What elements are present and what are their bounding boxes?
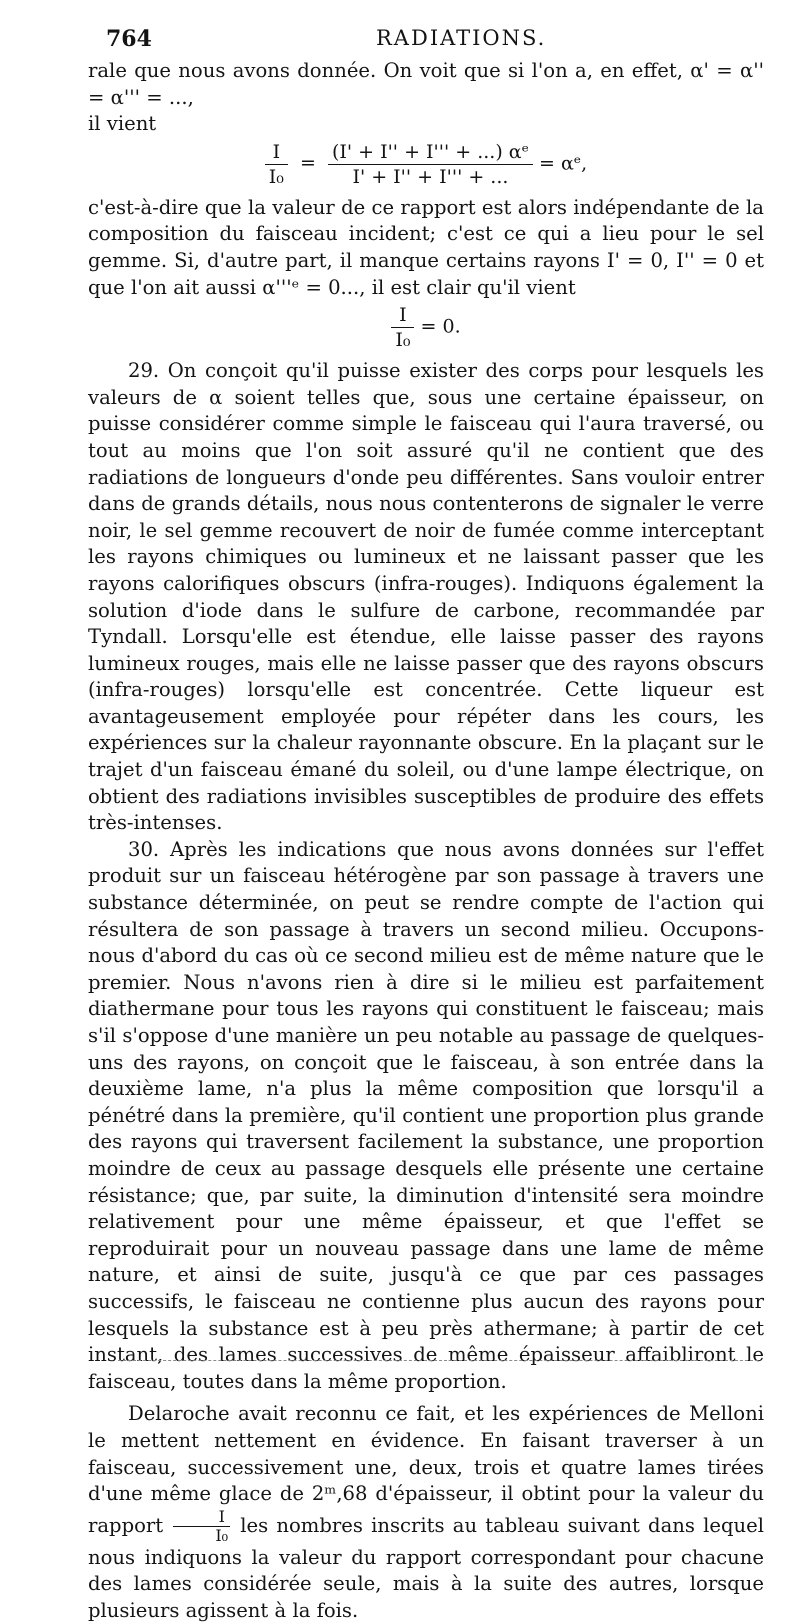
page-footer-rule [118, 1360, 758, 1361]
ratio-fraction [265, 140, 288, 189]
sum-denominator: I' + I'' + I''' + ... [352, 165, 509, 188]
continued-paragraph-line: rale que nous avons donnée. On voit que si l'on a, en effet, α' = α'' = α''' = ..., [88, 59, 764, 109]
paragraph-delaroche [88, 1401, 764, 1624]
inline-ratio-denominator: I₀ [215, 1525, 229, 1545]
zero-ratio-numerator: I [391, 303, 414, 328]
continued-paragraph-line: il vient [88, 112, 157, 136]
inline-ratio-fraction [173, 1508, 230, 1545]
composition-ratio-formula [88, 140, 764, 189]
sum-fraction [328, 140, 533, 189]
equals-sign: = [299, 152, 316, 175]
formula-result: = αᵉ, [539, 152, 588, 175]
running-head: RADIATIONS. [376, 26, 547, 50]
delaroche-text-after: les nombres inscrits au tableau suivant dans lequel nous indiquons la valeur du rapport correspondant pour chacune des lames considérée seule, mais à la suite des autres, lorsque plusieurs agissent à la fois. [88, 1513, 764, 1622]
ratio-denominator: I₀ [268, 165, 284, 188]
ratio-numerator: I [265, 140, 288, 165]
delaroche-text-before: Delaroche avait reconnu ce fait, et les expériences de Melloni le mettent nettement en évidence. En faisant traverser à un faisceau, successivement une, deux, trois et quatre lames tirées d'une même glace de 2ᵐ,68 d'épaisseur, il obtint pour la valeur du rapport [88, 1402, 764, 1537]
zero-ratio-formula [88, 303, 764, 352]
paragraph-after-formula: c'est-à-dire que la valeur de ce rapport est alors indépendante de la composition du faisceau incident; c'est ce qui a lieu pour le sel gemme. Si, d'autre part, il manque certains rayons I' = 0, I'' = 0 et que l'on ait aussi α'''ᵉ = 0..., il est clair qu'il vient [88, 195, 764, 299]
page-body [88, 58, 764, 1624]
page-header [106, 26, 766, 56]
zero-ratio-fraction [391, 303, 414, 352]
zero-ratio-denominator: I₀ [395, 329, 411, 352]
sum-numerator: (I' + I'' + I''' + ...) αᵉ [328, 140, 533, 165]
paragraph-30: 30. Après les indications que nous avons données sur l'effet produit sur un faisceau hétérogène par son passage à travers une substance déterminée, on peut se rendre compte de l'action qui résultera de son passage à travers un second milieu. Occupons-nous d'abord du cas où ce second milieu est de même nature que le premier. Nous n'avons rien à dire si le milieu est parfaitement diathermane pour tous les rayons qui constituent le faisceau; mais s'il s'oppose d'une manière un peu notable au passage de quelques-uns des rayons, on conçoit que le faisceau, à son entrée dans la deuxième lame, n'a plus la même composition que lorsqu'il a pénétré dans la première, qu'il contient une proportion plus grande des rayons qui traversent facilement la substance, une proportion moindre de ceux au passage desquels elle présente une certaine résistance; que, par suite, la diminution d'intensité sera moindre relativement pour une même épaisseur, et que l'effet se reproduirait pour un nouveau passage dans une lame de même nature, et ainsi de suite, jusqu'à ce que par ces passages successifs, le faisceau ne contienne plus aucun des rayons pour lesquels la substance est à peu près athermane; à partir de cet instant, des lames successives de même épaisseur affaibliront le faisceau, toutes dans la même proportion. [88, 837, 764, 1393]
paragraph-29: 29. On conçoit qu'il puisse exister des corps pour lesquels les valeurs de α soient telles que, sous une certaine épaisseur, on puisse considérer comme simple le faisceau qui l'aura traversé, ou tout au moins que l'on soit assuré qu'il ne contient que des radiations de longueurs d'onde peu différentes. Sans vouloir entrer dans de grands détails, nous nous contenterons de signaler le verre noir, le sel gemme recouvert de noir de fumée comme interceptant les rayons chimiques ou lumineux et ne laissant passer que les rayons calorifiques obscurs (infra-rouges). Indiquons également la solution d'iode dans le sulfure de carbone, recommandée par Tyndall. Lorsqu'elle est étendue, elle laisse passer des rayons lumineux rouges, mais elle ne laisse passer que des rayons obscurs (infra-rouges) lorsqu'elle est concentrée. Cette liqueur est avantageusement employée pour répéter dans les cours, les expériences sur la chaleur rayonnante obscure. En la plaçant sur le trajet d'un faisceau émané du soleil, ou d'une lampe électrique, on obtient des radiations invisibles susceptibles de produire des effets très-intenses. [88, 359, 764, 835]
zero-ratio-result: = 0. [420, 315, 461, 338]
inline-ratio-numerator: I [173, 1508, 230, 1527]
page-number: 764 [106, 26, 152, 52]
